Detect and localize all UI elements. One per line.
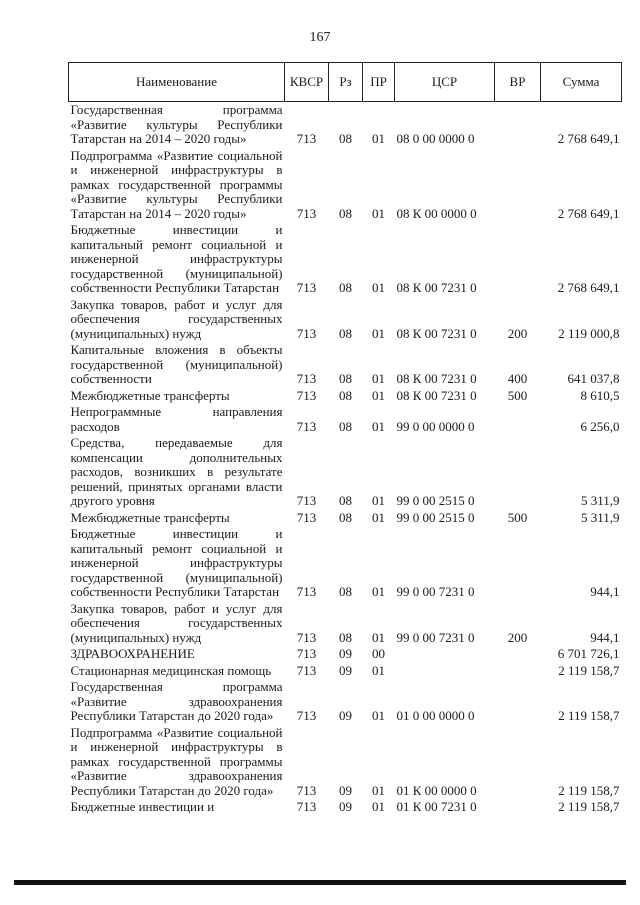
table-row <box>69 601 622 647</box>
row-pr: 01 <box>372 387 385 403</box>
row-pr: 01 <box>372 509 385 525</box>
header-name: Наименование <box>69 63 285 102</box>
row-vr <box>495 799 541 816</box>
row-rz: 09 <box>339 708 352 723</box>
table-row <box>69 725 622 800</box>
row-csr <box>395 646 495 663</box>
row-kvsr: 713 <box>296 493 317 508</box>
row-csr: 01 К 00 7231 0 <box>396 799 477 814</box>
row-vr <box>495 679 541 725</box>
row-kvsr: 713 <box>296 371 317 386</box>
row-kvsr: 713 <box>296 584 317 599</box>
row-csr: 08 К 00 7231 0 <box>396 387 477 403</box>
row-name: Государственная программа «Развитие культуры Республики Татарстан на 2014 – 2020 годы» <box>70 102 283 146</box>
row-csr: 99 0 00 7231 0 <box>396 629 475 645</box>
row-rz: 08 <box>339 418 352 434</box>
row-name: Закупка товаров, работ и услуг для обеспечения государственных (муниципальных) нужд <box>70 600 283 645</box>
row-kvsr: 713 <box>296 280 317 295</box>
header-vr: ВР <box>495 63 541 102</box>
row-vr <box>495 435 541 510</box>
row-pr: 01 <box>372 782 385 798</box>
row-pr: 01 <box>372 493 385 508</box>
row-pr: 01 <box>372 205 385 221</box>
row-rz: 09 <box>339 662 352 678</box>
row-sum: 6 701 726,1 <box>557 646 620 661</box>
row-pr: 00 <box>372 646 385 661</box>
row-name: Подпрограмма «Развитие социальной и инженерной инфраструктуры в рамках государственной программы «Развитие культуры Республики Татарстан на 2014 – 2020 годы» <box>70 147 283 221</box>
row-name: Закупка товаров, работ и услуг для обеспечения государственных (муниципальных) нужд <box>70 296 283 341</box>
budget-table <box>68 62 622 816</box>
row-vr: 500 <box>507 387 528 403</box>
row-vr <box>495 148 541 223</box>
row-kvsr: 713 <box>296 782 317 798</box>
table-row <box>69 663 622 680</box>
header-pr: ПР <box>363 63 395 102</box>
row-pr: 01 <box>372 131 385 146</box>
table-row <box>69 342 622 388</box>
row-csr: 01 К 00 0000 0 <box>396 782 477 798</box>
row-sum: 2 768 649,1 <box>557 280 620 295</box>
table-row <box>69 526 622 601</box>
row-name: Стационарная медицинская помощь <box>70 662 272 678</box>
table-row <box>69 646 622 663</box>
row-name: Непрограммные направления расходов <box>70 404 283 434</box>
row-csr: 99 0 00 0000 0 <box>396 418 475 434</box>
row-sum: 2 119 000,8 <box>558 325 620 341</box>
header-kvsr: КВСР <box>285 63 329 102</box>
row-rz: 08 <box>339 325 352 341</box>
row-sum: 5 311,9 <box>580 509 620 525</box>
page-bottom-border <box>14 880 626 885</box>
row-rz: 08 <box>339 371 352 386</box>
row-sum: 8 610,5 <box>580 387 620 403</box>
row-pr: 01 <box>372 418 385 434</box>
row-vr: 200 <box>507 325 528 341</box>
table-row <box>69 148 622 223</box>
table-row <box>69 388 622 405</box>
row-rz: 09 <box>339 782 352 798</box>
row-rz: 08 <box>339 387 352 403</box>
row-kvsr: 713 <box>296 205 317 221</box>
row-sum: 944,1 <box>590 584 620 599</box>
row-kvsr: 713 <box>296 418 317 434</box>
row-rz: 09 <box>339 646 352 661</box>
table-row <box>69 222 622 297</box>
row-csr: 01 0 00 0000 0 <box>396 708 475 723</box>
row-name: Средства, передаваемые для компенсации дополнительных расходов, возникших в результате решений, принятых органами власти другого уровня <box>70 435 283 508</box>
row-vr <box>495 404 541 435</box>
row-vr <box>495 222 541 297</box>
table-row <box>69 510 622 527</box>
row-kvsr: 713 <box>296 799 317 814</box>
row-kvsr: 713 <box>296 662 317 678</box>
row-name: ЗДРАВООХРАНЕНИЕ <box>70 646 195 661</box>
row-sum: 2 119 158,7 <box>558 662 620 678</box>
row-rz: 08 <box>339 629 352 645</box>
row-sum: 944,1 <box>590 629 620 645</box>
row-pr: 01 <box>372 662 385 678</box>
row-kvsr: 713 <box>296 629 317 645</box>
row-name: Капитальные вложения в объекты государственной (муниципальной) собственности <box>70 342 283 386</box>
row-rz: 08 <box>339 131 352 146</box>
header-csr: ЦСР <box>395 63 495 102</box>
row-sum: 2 768 649,1 <box>557 205 620 221</box>
row-vr: 400 <box>507 371 528 386</box>
row-name: Бюджетные инвестиции и капитальный ремонт социальной и инженерной инфраструктуры государственной (муниципальной) собственности Республики Татарстан <box>70 526 283 599</box>
header-rz: Рз <box>329 63 363 102</box>
row-rz: 08 <box>339 205 352 221</box>
row-csr: 08 К 00 7231 0 <box>396 371 477 386</box>
row-vr <box>495 102 541 148</box>
table-row <box>69 297 622 343</box>
row-sum: 5 311,9 <box>580 493 620 508</box>
row-pr: 01 <box>372 708 385 723</box>
row-csr: 08 К 00 7231 0 <box>396 280 477 295</box>
row-kvsr: 713 <box>296 387 317 403</box>
row-sum: 2 119 158,7 <box>558 799 620 814</box>
row-csr: 08 0 00 0000 0 <box>396 131 475 146</box>
row-pr: 01 <box>372 629 385 645</box>
row-csr: 99 0 00 2515 0 <box>396 493 475 508</box>
row-vr <box>495 725 541 800</box>
header-sum: Сумма <box>541 63 622 102</box>
row-kvsr: 713 <box>296 509 317 525</box>
row-pr: 01 <box>372 325 385 341</box>
page-number: 167 <box>309 30 331 45</box>
row-kvsr: 713 <box>296 708 317 723</box>
row-csr: 08 К 00 0000 0 <box>396 205 477 221</box>
row-vr <box>495 663 541 680</box>
row-sum: 641 037,8 <box>567 371 620 386</box>
row-name: Государственная программа «Развитие здравоохранения Республики Татарстан до 2020 года» <box>70 679 283 723</box>
table-header-row <box>69 63 622 102</box>
row-rz: 08 <box>339 493 352 508</box>
row-sum: 2 768 649,1 <box>557 131 620 146</box>
row-name: Подпрограмма «Развитие социальной и инженерной инфраструктуры в рамках государственной программы «Развитие здравоохранения Республики Татарстан до 2020 года» <box>70 724 283 798</box>
row-vr: 500 <box>507 509 528 525</box>
row-pr: 01 <box>372 584 385 599</box>
row-vr <box>495 526 541 601</box>
row-kvsr: 713 <box>296 131 317 146</box>
row-pr: 01 <box>372 799 385 814</box>
table-row <box>69 102 622 148</box>
table-row <box>69 435 622 510</box>
row-name: Межбюджетные трансферты <box>70 509 230 525</box>
row-csr: 99 0 00 2515 0 <box>396 509 475 525</box>
row-sum: 6 256,0 <box>580 418 620 434</box>
row-vr: 200 <box>507 629 528 645</box>
row-name: Бюджетные инвестиции и <box>70 799 215 814</box>
row-rz: 08 <box>339 280 352 295</box>
row-csr: 99 0 00 7231 0 <box>396 584 475 599</box>
table-row <box>69 679 622 725</box>
row-rz: 09 <box>339 799 352 814</box>
row-pr: 01 <box>372 371 385 386</box>
row-rz: 08 <box>339 509 352 525</box>
row-pr: 01 <box>372 280 385 295</box>
row-rz: 08 <box>339 584 352 599</box>
row-sum: 2 119 158,7 <box>558 708 620 723</box>
row-csr <box>395 663 495 680</box>
row-kvsr: 713 <box>296 325 317 341</box>
table-row <box>69 799 622 816</box>
row-name: Межбюджетные трансферты <box>70 387 230 403</box>
row-name: Бюджетные инвестиции и капитальный ремонт социальной и инженерной инфраструктуры государственной (муниципальной) собственности Республики Татарстан <box>70 222 283 295</box>
table-row <box>69 404 622 435</box>
row-vr <box>495 646 541 663</box>
row-csr: 08 К 00 7231 0 <box>396 325 477 341</box>
row-kvsr: 713 <box>296 646 317 661</box>
row-sum: 2 119 158,7 <box>558 782 620 798</box>
